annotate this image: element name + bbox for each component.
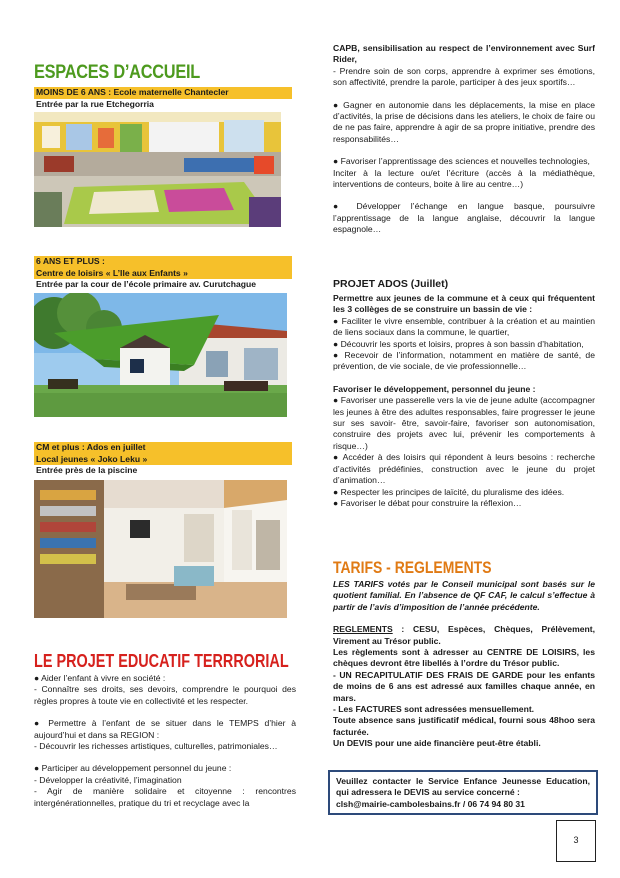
reglements-label: REGLEMENTS bbox=[333, 624, 393, 635]
right-line: ● Favoriser l’apprentissage des sciences et nouvelles technologies, bbox=[333, 156, 590, 167]
dev-line: ● Respecter les principes de laïcité, du pluralisme des idées. bbox=[333, 486, 565, 497]
right-line: - Prendre soin de son corps, apprendre à exprimer ses émotions, son affectivité, prendre la parole, participer à des jeux sportifs… bbox=[333, 65, 595, 88]
right-intro-text bbox=[333, 43, 595, 236]
block1-entry: Entrée par la rue Etchegorria bbox=[36, 98, 154, 109]
reg-line: - UN RECAPITULATIF DES FRAIS DE GARDE pour les enfants de moins de 6 ans est adressé aux familles chaque année, en mars. bbox=[333, 669, 595, 703]
projet-line: ● Permettre à l’enfant de se situer dans le TEMPS d’hier à aujourd’hui et dans sa REGION : bbox=[34, 718, 296, 740]
projet-line: - Développer la créativité, l’imagination bbox=[34, 774, 182, 785]
ados-text bbox=[333, 293, 595, 509]
accueil-title: ESPACES D’ACCUEIL bbox=[34, 62, 201, 83]
reg-line: Les règlements sont à adresser au CENTRE DE LOISIRS, les chèques devront être libellés à l’ordre du Trésor public. bbox=[333, 647, 595, 669]
projet-line: - Découvrir les richesses artistiques, culturelles, patrimoniales… bbox=[34, 741, 278, 752]
reglements-text: : CESU, Espèces, Chèques, Prélèvement, Virement au Trésor public. bbox=[333, 624, 595, 646]
dev-title: Favoriser le développement, personnel du jeune : bbox=[333, 383, 536, 394]
projet-line: ● Participer au développement personnel du jeune : bbox=[34, 763, 232, 774]
page-number: 3 bbox=[573, 835, 579, 845]
youth-room-photo bbox=[34, 480, 287, 618]
ados-line: ● Recevoir de l’information, notamment en matière de santé, de prévention, de vie sociale, de vie professionnelle… bbox=[333, 350, 595, 372]
projet-line: - Agir de manière solidaire et citoyenne : rencontres intergénérationnelles, pratique du tri et recyclage avec la bbox=[34, 786, 296, 808]
ados-title: PROJET ADOS (Juillet) bbox=[333, 278, 449, 290]
ados-intro: Permettre aux jeunes de la commune et à ceux qui fréquentent les 3 collèges de se construire un bassin de vie : bbox=[333, 293, 595, 315]
projet-educatif-title: LE PROJET EDUCATIF TERRRORIAL bbox=[34, 650, 289, 671]
dev-line: ● Favoriser une passerelle vers la vie de jeune adulte (accompagner les jeunes à être des adultes responsables, faire progresser le jeune sur ses savoir- être, savoir-faire, favoriser son autonomisation, construire des projets avec lui, prévenir les comportements à risque…) bbox=[333, 395, 595, 451]
block2-highlight-centre: Centre de loisirs « L’Ile aux Enfants » bbox=[34, 268, 292, 280]
block3-highlight-local: Local jeunes « Joko Leku » bbox=[34, 454, 292, 466]
nursery-classroom-photo bbox=[34, 112, 281, 227]
ados-line: ● Faciliter le vivre ensemble, contribuer à la création et au maintien de liens sociaux dans la commune, le quartier, bbox=[333, 315, 595, 338]
projet-educatif-text bbox=[34, 673, 296, 809]
page-number-box bbox=[556, 820, 596, 862]
right-line: Inciter à la lecture ou/et l’écriture (accès à la médiathèque, interventions de conteurs, boite à lire au centre…) bbox=[333, 167, 595, 190]
block3-highlight-age: CM et plus : Ados en juillet bbox=[34, 442, 292, 454]
reg-line: - Les FACTURES sont adressées mensuellement. bbox=[333, 704, 535, 715]
right-line: ● Développer l’échange en langue basque, poursuivre l’apprentissage de la langue anglaise, découvrir la langue espagnole… bbox=[333, 201, 595, 235]
projet-line: ● Aider l’enfant à vivre en société : bbox=[34, 673, 166, 683]
reg-line: Un DEVIS pour une aide financière peut-être établi. bbox=[333, 738, 541, 749]
reg-line: Toute absence sans justificatif médical, fourni sous 48hoo sera facturée. bbox=[333, 715, 595, 737]
block2-entry: Entrée par la cour de l’école primaire av. Curutchague bbox=[36, 279, 257, 290]
contact-line[interactable]: clsh@mairie-cambolesbains.fr / 06 74 94 80 31 bbox=[336, 798, 525, 809]
tarifs-text bbox=[333, 579, 595, 750]
block2-highlight-age: 6 ANS ET PLUS : bbox=[34, 256, 292, 268]
contact-box bbox=[328, 770, 598, 815]
tarifs-intro: LES TARIFS votés par le Conseil municipal sont basés sur le quotient familial. En l’absence de QF CAF, le calcul s’effectue à partir de l’avis d’imposition de l’année précédente. bbox=[333, 579, 595, 612]
tarifs-title: TARIFS - REGLEMENTS bbox=[333, 558, 492, 577]
right-line: ● Gagner en autonomie dans les déplacements, la mise en place d’activités, la prise de décisions dans les ateliers, le choix de faire ou de ne pas faire, apprendre à agir de sa propre initiative, prendre des responsabilités… bbox=[333, 99, 595, 144]
dev-line: ● Favoriser le débat pour construire la réflexion… bbox=[333, 497, 522, 508]
leisure-centre-photo bbox=[34, 293, 287, 417]
block1-highlight: MOINS DE 6 ANS : Ecole maternelle Chantecler bbox=[34, 87, 292, 99]
block3-entry: Entrée près de la piscine bbox=[36, 465, 138, 476]
contact-text: Veuillez contacter le Service Enfance Jeunesse Education, qui adressera le DEVIS au service concerné : bbox=[336, 776, 590, 798]
dev-line: ● Accéder à des loisirs qui répondent à leurs besoins : recherche d’activités prédéfinies, construction avec le jeune du projet d’animation… bbox=[333, 452, 595, 486]
right-line: CAPB, sensibilisation au respect de l’environnement avec Surf Rider, bbox=[333, 43, 595, 65]
projet-line: - Connaître ses droits, ses devoirs, comprendre le pourquoi des règles propres à toute vie en collectivité et les respecter. bbox=[34, 684, 296, 706]
ados-line: ● Découvrir les sports et loisirs, propres à son bassin d’habitation, bbox=[333, 338, 584, 349]
